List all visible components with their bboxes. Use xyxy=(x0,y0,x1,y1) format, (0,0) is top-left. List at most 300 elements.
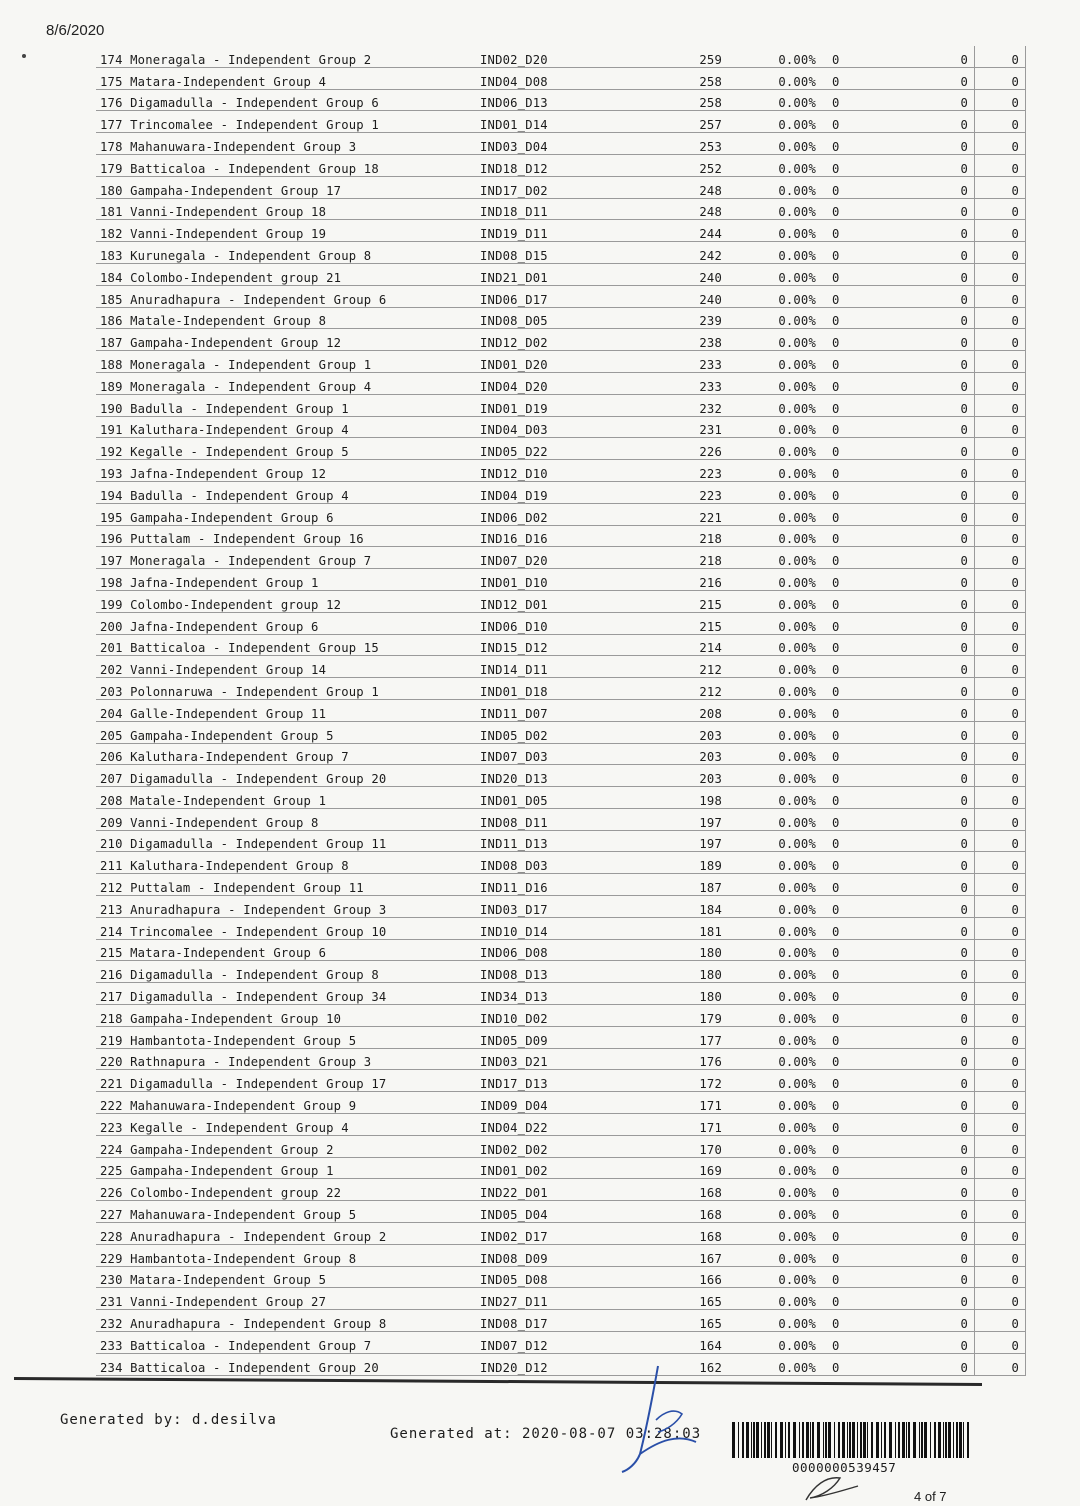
group-name-cell: 203 Polonnaruwa - Independent Group 1 xyxy=(96,678,476,700)
table-row xyxy=(96,874,1026,896)
votes-cell: 165 xyxy=(584,1310,728,1332)
percentage-cell: 0.00% xyxy=(728,46,822,67)
group-name-cell: 214 Trincomalee - Independent Group 10 xyxy=(96,917,476,939)
col-a-cell: 0 xyxy=(822,154,886,176)
percentage-cell: 0.00% xyxy=(728,1332,822,1354)
barcode-bar xyxy=(817,1422,820,1458)
votes-cell: 240 xyxy=(584,285,728,307)
barcode-bar xyxy=(799,1422,800,1458)
percentage-cell: 0.00% xyxy=(728,1092,822,1114)
col-c-cell: 0 xyxy=(975,874,1026,896)
col-c-cell: 0 xyxy=(975,939,1026,961)
col-b-cell: 0 xyxy=(886,46,975,67)
group-name-cell: 232 Anuradhapura - Independent Group 8 xyxy=(96,1310,476,1332)
col-b-cell: 0 xyxy=(886,961,975,983)
group-code-cell: IND11_D07 xyxy=(476,699,584,721)
percentage-cell: 0.00% xyxy=(728,808,822,830)
group-code-cell: IND01_D20 xyxy=(476,351,584,373)
table-row xyxy=(96,656,1026,678)
percentage-cell: 0.00% xyxy=(728,481,822,503)
table-row xyxy=(96,1310,1026,1332)
votes-cell: 171 xyxy=(584,1092,728,1114)
percentage-cell: 0.00% xyxy=(728,460,822,482)
table-row xyxy=(96,896,1026,918)
group-code-cell: IND07_D20 xyxy=(476,547,584,569)
percentage-cell: 0.00% xyxy=(728,634,822,656)
percentage-cell: 0.00% xyxy=(728,1048,822,1070)
group-name-cell: 197 Moneragala - Independent Group 7 xyxy=(96,547,476,569)
col-b-cell: 0 xyxy=(886,917,975,939)
percentage-cell: 0.00% xyxy=(728,699,822,721)
barcode-bar xyxy=(930,1422,931,1458)
col-a-cell: 0 xyxy=(822,961,886,983)
group-code-cell: IND07_D03 xyxy=(476,743,584,765)
group-name-cell: 188 Moneragala - Independent Group 1 xyxy=(96,351,476,373)
votes-cell: 172 xyxy=(584,1070,728,1092)
group-name-cell: 231 Vanni-Independent Group 27 xyxy=(96,1288,476,1310)
col-b-cell: 0 xyxy=(886,176,975,198)
table-row xyxy=(96,808,1026,830)
votes-cell: 248 xyxy=(584,176,728,198)
col-c-cell: 0 xyxy=(975,154,1026,176)
barcode-bar xyxy=(898,1422,900,1458)
barcode-bar xyxy=(860,1422,862,1458)
col-a-cell: 0 xyxy=(822,590,886,612)
table-row xyxy=(96,263,1026,285)
table-row xyxy=(96,394,1026,416)
percentage-cell: 0.00% xyxy=(728,263,822,285)
group-name-cell: 179 Batticaloa - Independent Group 18 xyxy=(96,154,476,176)
col-b-cell: 0 xyxy=(886,656,975,678)
barcode-bar xyxy=(895,1422,896,1458)
col-c-cell: 0 xyxy=(975,176,1026,198)
votes-cell: 215 xyxy=(584,612,728,634)
percentage-cell: 0.00% xyxy=(728,852,822,874)
group-code-cell: IND01_D02 xyxy=(476,1157,584,1179)
col-c-cell: 0 xyxy=(975,743,1026,765)
group-name-cell: 220 Rathnapura - Independent Group 3 xyxy=(96,1048,476,1070)
col-c-cell: 0 xyxy=(975,721,1026,743)
col-a-cell: 0 xyxy=(822,46,886,67)
group-code-cell: IND09_D04 xyxy=(476,1092,584,1114)
col-b-cell: 0 xyxy=(886,1244,975,1266)
votes-cell: 248 xyxy=(584,198,728,220)
generated-by: Generated by: d.desilva xyxy=(60,1412,277,1428)
col-a-cell: 0 xyxy=(822,634,886,656)
votes-cell: 233 xyxy=(584,372,728,394)
votes-cell: 212 xyxy=(584,678,728,700)
col-a-cell: 0 xyxy=(822,307,886,329)
table-row xyxy=(96,1353,1026,1375)
group-name-cell: 191 Kaluthara-Independent Group 4 xyxy=(96,416,476,438)
percentage-cell: 0.00% xyxy=(728,874,822,896)
col-c-cell: 0 xyxy=(975,1288,1026,1310)
group-code-cell: IND16_D16 xyxy=(476,525,584,547)
table-row xyxy=(96,678,1026,700)
percentage-cell: 0.00% xyxy=(728,351,822,373)
table-row xyxy=(96,590,1026,612)
col-b-cell: 0 xyxy=(886,503,975,525)
barcode-bar xyxy=(751,1422,752,1458)
col-b-cell: 0 xyxy=(886,1223,975,1245)
group-name-cell: 212 Puttalam - Independent Group 11 xyxy=(96,874,476,896)
col-a-cell: 0 xyxy=(822,416,886,438)
votes-cell: 170 xyxy=(584,1135,728,1157)
col-a-cell: 0 xyxy=(822,852,886,874)
col-c-cell: 0 xyxy=(975,285,1026,307)
group-code-cell: IND01_D14 xyxy=(476,111,584,133)
col-c-cell: 0 xyxy=(975,416,1026,438)
col-b-cell: 0 xyxy=(886,699,975,721)
group-code-cell: IND08_D17 xyxy=(476,1310,584,1332)
col-a-cell: 0 xyxy=(822,983,886,1005)
col-c-cell: 0 xyxy=(975,787,1026,809)
group-name-cell: 209 Vanni-Independent Group 8 xyxy=(96,808,476,830)
table-row xyxy=(96,1266,1026,1288)
col-a-cell: 0 xyxy=(822,1114,886,1136)
table-row xyxy=(96,852,1026,874)
barcode-bar xyxy=(810,1422,811,1458)
group-name-cell: 199 Colombo-Independent group 12 xyxy=(96,590,476,612)
votes-cell: 166 xyxy=(584,1266,728,1288)
group-code-cell: IND02_D02 xyxy=(476,1135,584,1157)
col-c-cell: 0 xyxy=(975,1179,1026,1201)
barcode-bar xyxy=(738,1422,739,1458)
barcode-bar xyxy=(806,1422,809,1458)
barcode-bar xyxy=(908,1422,910,1458)
col-b-cell: 0 xyxy=(886,1005,975,1027)
group-code-cell: IND08_D09 xyxy=(476,1244,584,1266)
votes-cell: 223 xyxy=(584,481,728,503)
percentage-cell: 0.00% xyxy=(728,89,822,111)
votes-cell: 212 xyxy=(584,656,728,678)
votes-cell: 216 xyxy=(584,569,728,591)
col-a-cell: 0 xyxy=(822,765,886,787)
col-a-cell: 0 xyxy=(822,547,886,569)
col-b-cell: 0 xyxy=(886,939,975,961)
percentage-cell: 0.00% xyxy=(728,220,822,242)
col-b-cell: 0 xyxy=(886,1070,975,1092)
group-code-cell: IND18_D12 xyxy=(476,154,584,176)
col-b-cell: 0 xyxy=(886,612,975,634)
table-row xyxy=(96,612,1026,634)
votes-cell: 171 xyxy=(584,1114,728,1136)
barcode-bar xyxy=(913,1422,916,1458)
group-code-cell: IND01_D05 xyxy=(476,787,584,809)
percentage-cell: 0.00% xyxy=(728,547,822,569)
group-name-cell: 207 Digamadulla - Independent Group 20 xyxy=(96,765,476,787)
group-name-cell: 215 Matara-Independent Group 6 xyxy=(96,939,476,961)
barcode-bar xyxy=(834,1422,835,1458)
table-row xyxy=(96,372,1026,394)
percentage-cell: 0.00% xyxy=(728,1135,822,1157)
results-table xyxy=(96,46,1026,1376)
table-row xyxy=(96,1114,1026,1136)
table-row xyxy=(96,1092,1026,1114)
generated-at: Generated at: 2020-08-07 03:28:03 xyxy=(390,1426,702,1442)
group-name-cell: 192 Kegalle - Independent Group 5 xyxy=(96,438,476,460)
col-b-cell: 0 xyxy=(886,372,975,394)
percentage-cell: 0.00% xyxy=(728,1179,822,1201)
table-row xyxy=(96,1026,1026,1048)
group-code-cell: IND06_D13 xyxy=(476,89,584,111)
col-a-cell: 0 xyxy=(822,1244,886,1266)
percentage-cell: 0.00% xyxy=(728,1266,822,1288)
group-name-cell: 187 Gampaha-Independent Group 12 xyxy=(96,329,476,351)
col-c-cell: 0 xyxy=(975,67,1026,89)
col-c-cell: 0 xyxy=(975,481,1026,503)
barcode-bar xyxy=(849,1422,851,1458)
votes-cell: 180 xyxy=(584,939,728,961)
table-row xyxy=(96,1157,1026,1179)
col-b-cell: 0 xyxy=(886,590,975,612)
group-code-cell: IND17_D02 xyxy=(476,176,584,198)
barcode-bar xyxy=(785,1422,786,1458)
group-name-cell: 204 Galle-Independent Group 11 xyxy=(96,699,476,721)
col-a-cell: 0 xyxy=(822,503,886,525)
votes-cell: 232 xyxy=(584,394,728,416)
table-row xyxy=(96,438,1026,460)
table-row xyxy=(96,416,1026,438)
votes-cell: 208 xyxy=(584,699,728,721)
group-code-cell: IND08_D05 xyxy=(476,307,584,329)
group-name-cell: 225 Gampaha-Independent Group 1 xyxy=(96,1157,476,1179)
votes-cell: 189 xyxy=(584,852,728,874)
votes-cell: 258 xyxy=(584,67,728,89)
group-name-cell: 211 Kaluthara-Independent Group 8 xyxy=(96,852,476,874)
percentage-cell: 0.00% xyxy=(728,154,822,176)
percentage-cell: 0.00% xyxy=(728,285,822,307)
barcode-bar xyxy=(847,1422,848,1458)
table-row xyxy=(96,198,1026,220)
table-row xyxy=(96,46,1026,67)
table-row xyxy=(96,351,1026,373)
col-c-cell: 0 xyxy=(975,133,1026,155)
barcode-bar xyxy=(943,1422,944,1458)
votes-cell: 231 xyxy=(584,416,728,438)
percentage-cell: 0.00% xyxy=(728,133,822,155)
group-name-cell: 193 Jafna-Independent Group 12 xyxy=(96,460,476,482)
col-c-cell: 0 xyxy=(975,590,1026,612)
col-b-cell: 0 xyxy=(886,1179,975,1201)
group-code-cell: IND05_D04 xyxy=(476,1201,584,1223)
votes-cell: 176 xyxy=(584,1048,728,1070)
percentage-cell: 0.00% xyxy=(728,787,822,809)
col-b-cell: 0 xyxy=(886,198,975,220)
col-c-cell: 0 xyxy=(975,852,1026,874)
table-row xyxy=(96,285,1026,307)
votes-cell: 184 xyxy=(584,896,728,918)
col-b-cell: 0 xyxy=(886,1092,975,1114)
col-a-cell: 0 xyxy=(822,1353,886,1375)
col-b-cell: 0 xyxy=(886,285,975,307)
table-row xyxy=(96,699,1026,721)
barcode-bar xyxy=(732,1422,735,1458)
group-code-cell: IND20_D12 xyxy=(476,1353,584,1375)
percentage-cell: 0.00% xyxy=(728,1310,822,1332)
group-name-cell: 202 Vanni-Independent Group 14 xyxy=(96,656,476,678)
votes-cell: 164 xyxy=(584,1332,728,1354)
barcode-bar xyxy=(921,1422,923,1458)
col-c-cell: 0 xyxy=(975,1201,1026,1223)
votes-cell: 203 xyxy=(584,721,728,743)
col-c-cell: 0 xyxy=(975,329,1026,351)
col-c-cell: 0 xyxy=(975,111,1026,133)
percentage-cell: 0.00% xyxy=(728,765,822,787)
col-c-cell: 0 xyxy=(975,394,1026,416)
col-b-cell: 0 xyxy=(886,1048,975,1070)
votes-cell: 197 xyxy=(584,808,728,830)
col-b-cell: 0 xyxy=(886,67,975,89)
col-b-cell: 0 xyxy=(886,830,975,852)
col-a-cell: 0 xyxy=(822,721,886,743)
percentage-cell: 0.00% xyxy=(728,721,822,743)
percentage-cell: 0.00% xyxy=(728,678,822,700)
barcode-bar xyxy=(775,1422,777,1458)
group-name-cell: 229 Hambantota-Independent Group 8 xyxy=(96,1244,476,1266)
col-a-cell: 0 xyxy=(822,1157,886,1179)
col-a-cell: 0 xyxy=(822,329,886,351)
group-name-cell: 219 Hambantota-Independent Group 5 xyxy=(96,1026,476,1048)
votes-cell: 169 xyxy=(584,1157,728,1179)
votes-cell: 218 xyxy=(584,525,728,547)
percentage-cell: 0.00% xyxy=(728,176,822,198)
votes-cell: 239 xyxy=(584,307,728,329)
col-a-cell: 0 xyxy=(822,89,886,111)
group-code-cell: IND06_D02 xyxy=(476,503,584,525)
col-a-cell: 0 xyxy=(822,176,886,198)
group-name-cell: 181 Vanni-Independent Group 18 xyxy=(96,198,476,220)
group-name-cell: 218 Gampaha-Independent Group 10 xyxy=(96,1005,476,1027)
group-name-cell: 210 Digamadulla - Independent Group 11 xyxy=(96,830,476,852)
barcode-bar xyxy=(812,1422,814,1458)
col-c-cell: 0 xyxy=(975,525,1026,547)
col-a-cell: 0 xyxy=(822,808,886,830)
table-row xyxy=(96,1332,1026,1354)
col-b-cell: 0 xyxy=(886,438,975,460)
table-row xyxy=(96,111,1026,133)
col-b-cell: 0 xyxy=(886,1266,975,1288)
col-b-cell: 0 xyxy=(886,721,975,743)
votes-cell: 259 xyxy=(584,46,728,67)
barcode-bar xyxy=(771,1422,772,1458)
table-row xyxy=(96,547,1026,569)
votes-cell: 168 xyxy=(584,1223,728,1245)
footer-rule xyxy=(14,1377,982,1386)
group-code-cell: IND03_D21 xyxy=(476,1048,584,1070)
votes-cell: 177 xyxy=(584,1026,728,1048)
barcode-bar xyxy=(742,1422,744,1458)
votes-cell: 240 xyxy=(584,263,728,285)
col-c-cell: 0 xyxy=(975,656,1026,678)
group-name-cell: 227 Mahanuwara-Independent Group 5 xyxy=(96,1201,476,1223)
group-code-cell: IND03_D04 xyxy=(476,133,584,155)
group-code-cell: IND18_D11 xyxy=(476,198,584,220)
votes-cell: 167 xyxy=(584,1244,728,1266)
percentage-cell: 0.00% xyxy=(728,983,822,1005)
col-b-cell: 0 xyxy=(886,1157,975,1179)
col-c-cell: 0 xyxy=(975,263,1026,285)
barcode-bar xyxy=(959,1422,962,1458)
group-code-cell: IND04_D08 xyxy=(476,67,584,89)
group-code-cell: IND11_D16 xyxy=(476,874,584,896)
col-c-cell: 0 xyxy=(975,983,1026,1005)
col-c-cell: 0 xyxy=(975,1114,1026,1136)
col-b-cell: 0 xyxy=(886,896,975,918)
table-row xyxy=(96,1201,1026,1223)
votes-cell: 252 xyxy=(584,154,728,176)
table-row xyxy=(96,1048,1026,1070)
votes-cell: 257 xyxy=(584,111,728,133)
table-row xyxy=(96,830,1026,852)
group-name-cell: 234 Batticaloa - Independent Group 20 xyxy=(96,1353,476,1375)
votes-cell: 242 xyxy=(584,242,728,264)
group-name-cell: 189 Moneragala - Independent Group 4 xyxy=(96,372,476,394)
col-a-cell: 0 xyxy=(822,1223,886,1245)
percentage-cell: 0.00% xyxy=(728,416,822,438)
group-code-cell: IND10_D14 xyxy=(476,917,584,939)
col-c-cell: 0 xyxy=(975,1026,1026,1048)
percentage-cell: 0.00% xyxy=(728,1157,822,1179)
col-a-cell: 0 xyxy=(822,438,886,460)
barcode-bar xyxy=(863,1422,866,1458)
col-c-cell: 0 xyxy=(975,307,1026,329)
col-b-cell: 0 xyxy=(886,787,975,809)
col-c-cell: 0 xyxy=(975,1005,1026,1027)
col-a-cell: 0 xyxy=(822,830,886,852)
percentage-cell: 0.00% xyxy=(728,242,822,264)
percentage-cell: 0.00% xyxy=(728,503,822,525)
percentage-cell: 0.00% xyxy=(728,590,822,612)
barcode-bar xyxy=(764,1422,766,1458)
table-row xyxy=(96,983,1026,1005)
table-row xyxy=(96,1179,1026,1201)
group-name-cell: 233 Batticaloa - Independent Group 7 xyxy=(96,1332,476,1354)
table-row xyxy=(96,569,1026,591)
col-a-cell: 0 xyxy=(822,569,886,591)
col-b-cell: 0 xyxy=(886,242,975,264)
votes-cell: 244 xyxy=(584,220,728,242)
col-b-cell: 0 xyxy=(886,1201,975,1223)
votes-cell: 180 xyxy=(584,983,728,1005)
col-a-cell: 0 xyxy=(822,525,886,547)
group-code-cell: IND01_D10 xyxy=(476,569,584,591)
group-code-cell: IND08_D11 xyxy=(476,808,584,830)
table-row xyxy=(96,460,1026,482)
group-name-cell: 213 Anuradhapura - Independent Group 3 xyxy=(96,896,476,918)
results-table-body xyxy=(96,46,1026,1375)
group-name-cell: 206 Kaluthara-Independent Group 7 xyxy=(96,743,476,765)
col-c-cell: 0 xyxy=(975,917,1026,939)
percentage-cell: 0.00% xyxy=(728,743,822,765)
votes-cell: 221 xyxy=(584,503,728,525)
table-row xyxy=(96,939,1026,961)
barcode-bar xyxy=(934,1422,936,1458)
initials-mark xyxy=(800,1466,870,1506)
col-c-cell: 0 xyxy=(975,46,1026,67)
col-b-cell: 0 xyxy=(886,416,975,438)
percentage-cell: 0.00% xyxy=(728,1223,822,1245)
table-row xyxy=(96,765,1026,787)
col-b-cell: 0 xyxy=(886,852,975,874)
percentage-cell: 0.00% xyxy=(728,198,822,220)
barcode-bar xyxy=(857,1422,858,1458)
col-a-cell: 0 xyxy=(822,1135,886,1157)
col-b-cell: 0 xyxy=(886,1135,975,1157)
group-name-cell: 208 Matale-Independent Group 1 xyxy=(96,787,476,809)
group-code-cell: IND08_D03 xyxy=(476,852,584,874)
col-b-cell: 0 xyxy=(886,743,975,765)
